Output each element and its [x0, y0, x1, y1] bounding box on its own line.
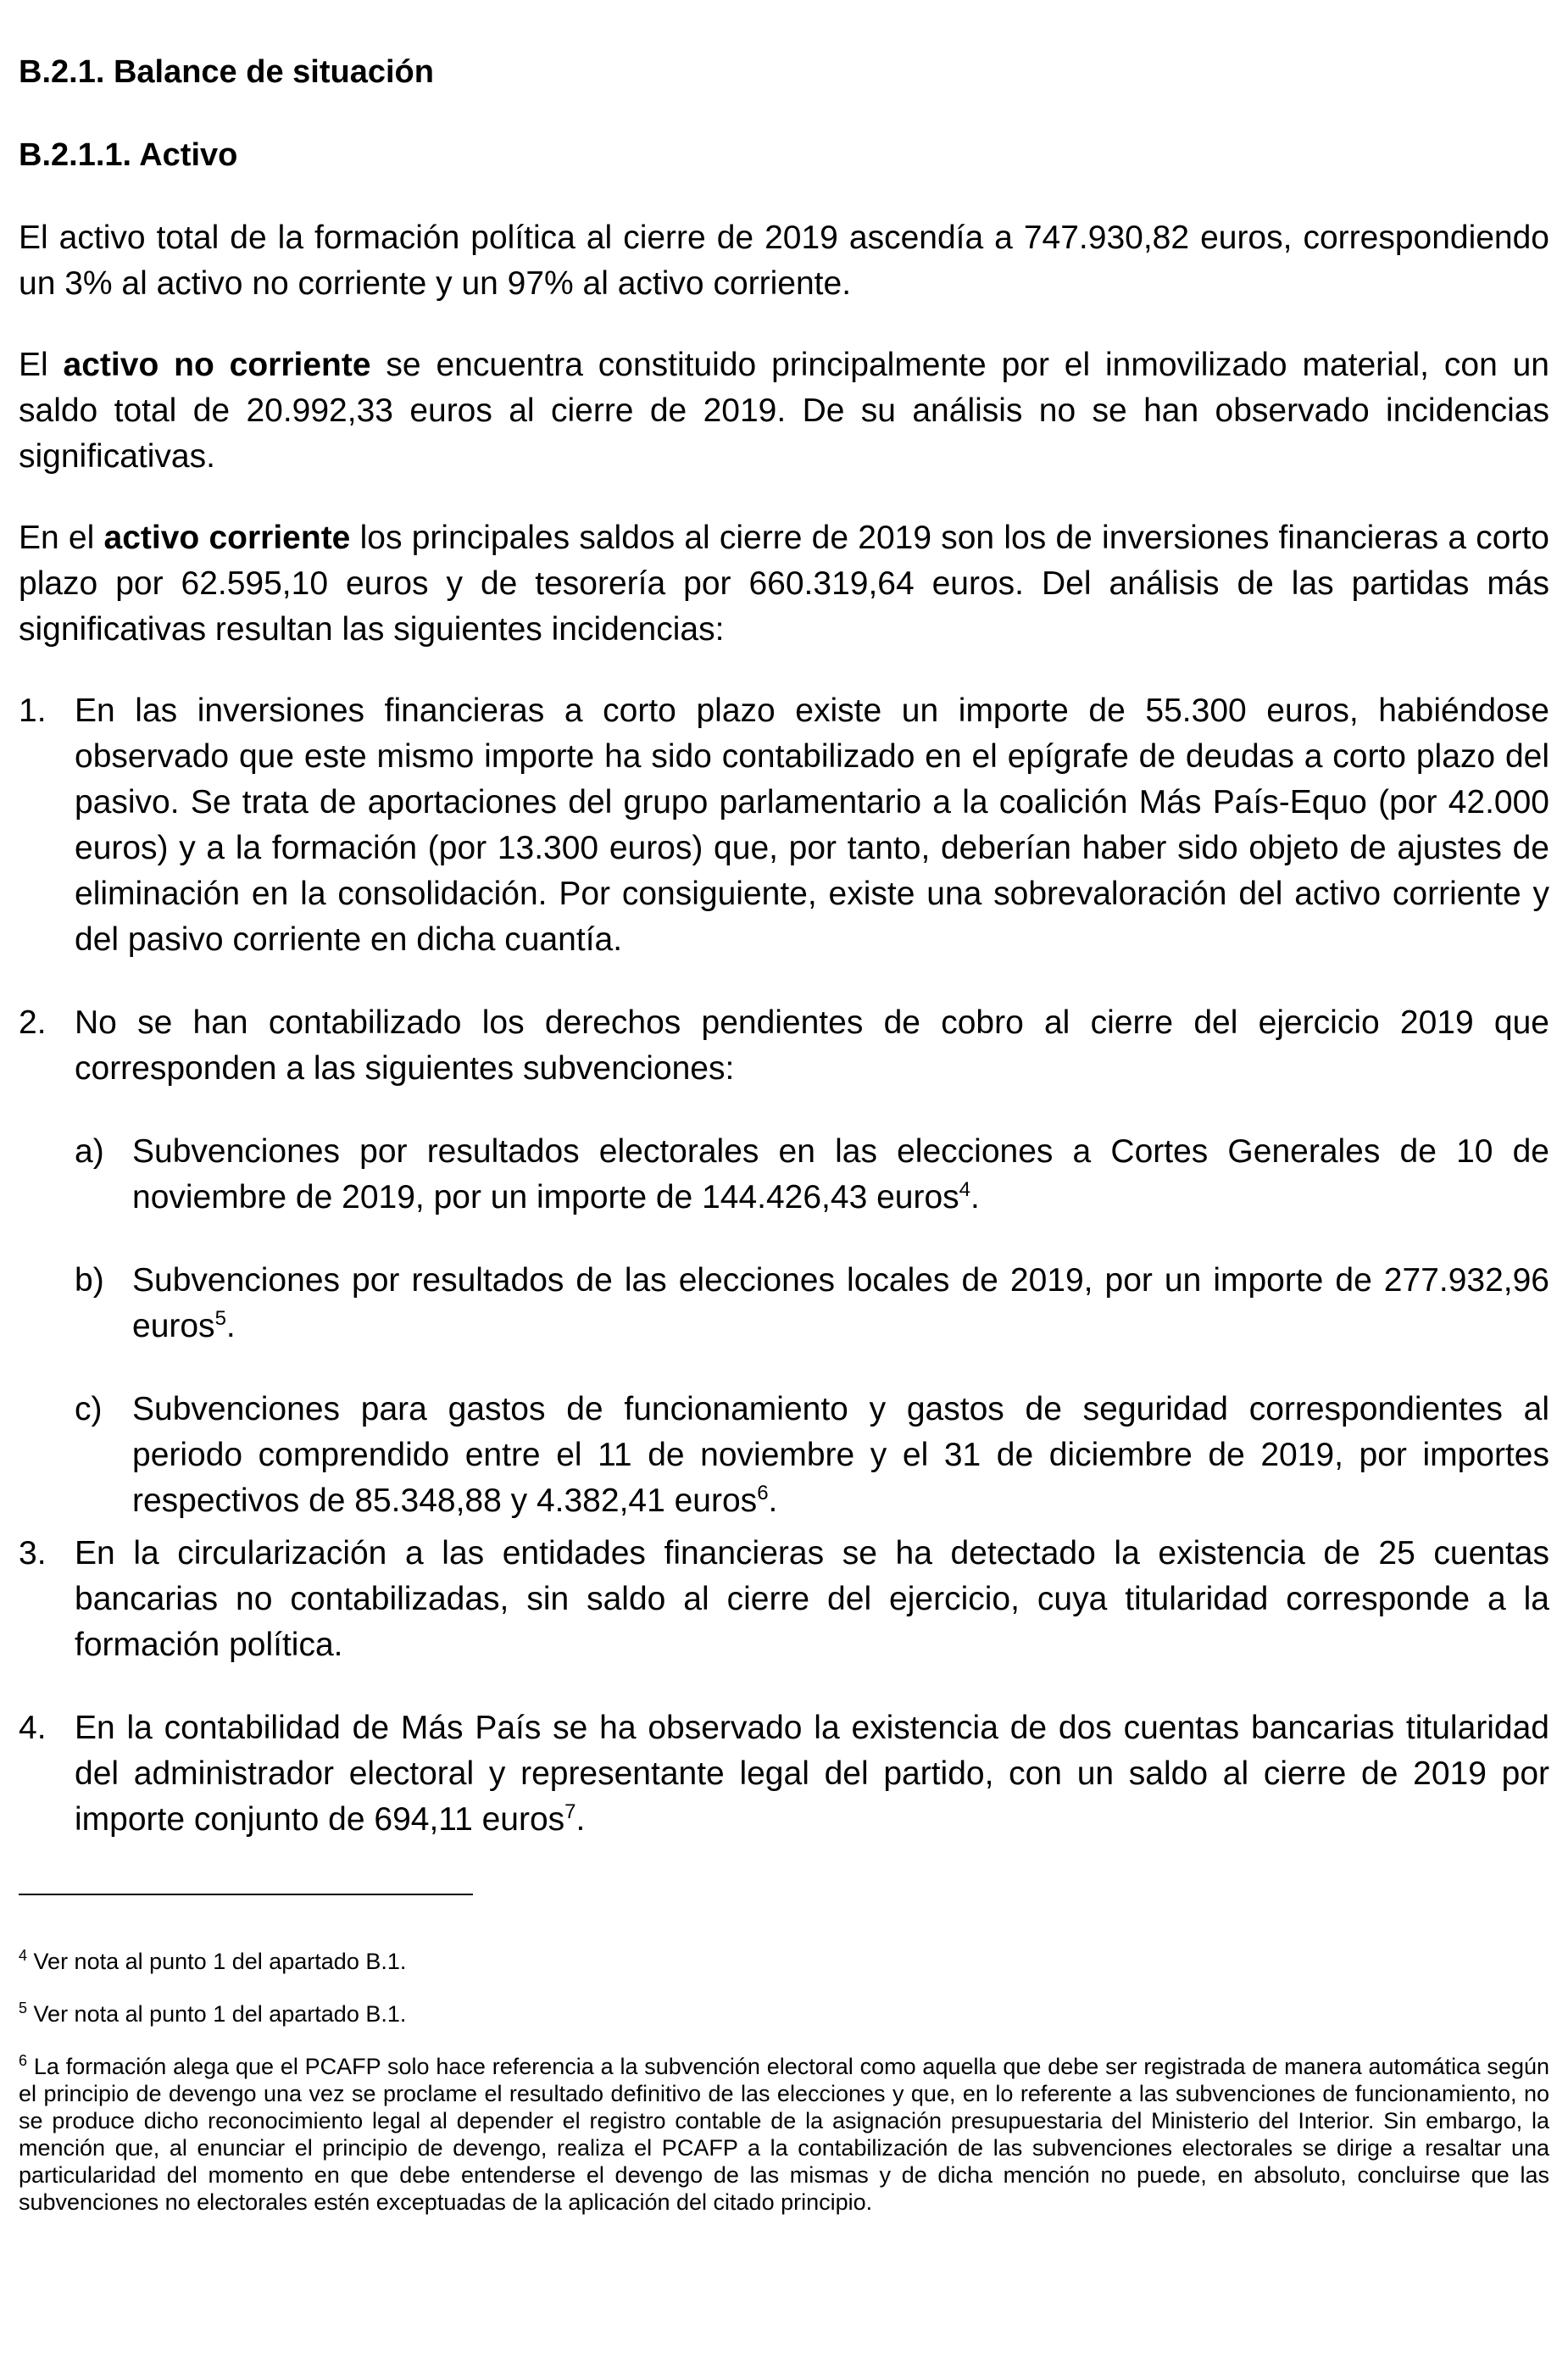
footnote-mark: 5 [19, 2000, 28, 2016]
paragraph-total-assets: El activo total de la formación política al cierre de 2019 ascendía a 747.930,82 euros, correspondiendo un 3% al activo no corriente y un 97% al activo corriente. [19, 220, 1549, 302]
punctuation: . [768, 1482, 778, 1519]
list-number: 3. [19, 1535, 47, 1571]
sublist-item [19, 1129, 1549, 1221]
list-item [19, 688, 1549, 963]
footnote-mark: 4 [19, 1947, 28, 1964]
footnote [19, 2053, 1549, 2216]
text-run: los principales saldos al cierre de 2019 son los de inversiones financieras a corto plazo por 62.595,10 euros y de tesorería por 660.319,64 euros. Del análisis de las partidas más significativas resultan las siguientes incidencias: [19, 520, 1549, 648]
incidents-list [19, 688, 1549, 1843]
footnote-ref: 7 [564, 1800, 576, 1823]
sublist-letter: a) [75, 1133, 104, 1170]
text-run: se encuentra constituido principalmente por el inmovilizado material, con un saldo total de 20.992,33 euros al cierre de 2019. De su análisis no se han observado incidencias significativas. [19, 347, 1549, 475]
list-item [19, 1531, 1549, 1668]
paragraph-non-current-assets [19, 342, 1549, 480]
punctuation: . [970, 1179, 980, 1215]
footnote-divider [19, 1894, 473, 1895]
bold-term: activo corriente [103, 520, 351, 556]
sublist-item [19, 1387, 1549, 1524]
list-number: 2. [19, 1004, 47, 1041]
footnote-ref: 5 [214, 1307, 226, 1330]
footnote [19, 2000, 1549, 2028]
sublist-item [19, 1258, 1549, 1349]
list-item-text: En la circularización a las entidades financieras se ha detectado la existencia de 25 cuentas bancarias no contabilizadas, sin saldo al cierre del ejercicio, cuya titularidad corresponde a la formación política. [75, 1535, 1549, 1663]
sublist [19, 1129, 1549, 1524]
sublist-item-text: Subvenciones para gastos de funcionamiento y gastos de seguridad correspondientes al periodo comprendido entre el 11 de noviembre y el 31 de diciembre de 2019, por importes respectivos de 85.348,88 y 4.382,41 euros [132, 1391, 1549, 1519]
footnote-text: La formación alega que el PCAFP solo hace referencia a la subvención electoral como aquella que debe ser registrada de manera automática según el principio de devengo una vez se proclame el resultado definitivo de las elecciones y que, en lo referente a las subvenciones de funcionamiento, no se produce dicho reconocimiento legal al depender el registro contable de la asignación presupuestaria del Ministerio del Interior. Sin embargo, la mención que, al enunciar el principio de devengo, realiza el PCAFP a la contabilización de las subvenciones electorales se dirige a resaltar una particularidad del momento en que debe entenderse el devengo de las mismas y de dicha mención no puede, en absoluto, concluirse que las subvenciones no electorales estén exceptuadas de la aplicación del citado principio. [19, 2054, 1549, 2215]
sublist-item-text: Subvenciones por resultados electorales en las elecciones a Cortes Generales de 10 de noviembre de 2019, por un importe de 144.426,43 euros [132, 1133, 1549, 1215]
list-item-text: En la contabilidad de Más País se ha observado la existencia de dos cuentas bancarias titularidad del administrador electoral y representante legal del partido, con un saldo al cierre de 2019 por importe conjunto de 694,11 euros [75, 1710, 1549, 1838]
footnote-text: Ver nota al punto 1 del apartado B.1. [33, 1949, 407, 1974]
paragraph-current-assets [19, 515, 1549, 653]
sublist-item-text: Subvenciones por resultados de las elecciones locales de 2019, por un importe de 277.932,96 euros [132, 1262, 1549, 1344]
punctuation: . [575, 1801, 586, 1838]
list-number: 4. [19, 1710, 47, 1746]
footnote-ref: 4 [959, 1178, 971, 1201]
sublist-letter: c) [75, 1391, 103, 1427]
list-number: 1. [19, 693, 47, 729]
footnote [19, 1948, 1549, 1975]
footnote-ref: 6 [757, 1482, 769, 1505]
footnote-text: Ver nota al punto 1 del apartado B.1. [33, 2001, 407, 2027]
subsection-heading: B.2.1.1. Activo [19, 137, 238, 173]
footnote-mark: 6 [19, 2052, 28, 2069]
footnotes [19, 1948, 1549, 2216]
document-page [19, 53, 1549, 2241]
list-item-text: No se han contabilizado los derechos pendientes de cobro al cierre del ejercicio 2019 que corresponden a las siguientes subvenciones: [75, 1004, 1549, 1087]
punctuation: . [225, 1308, 236, 1344]
bold-term: activo no corriente [63, 347, 371, 383]
sublist-letter: b) [75, 1262, 104, 1299]
text-run: El [19, 347, 64, 383]
list-item [19, 1000, 1549, 1092]
list-item-text: En las inversiones financieras a corto plazo existe un importe de 55.300 euros, habiéndose observado que este mismo importe ha sido contabilizado en el epígrafe de deudas a corto plazo del pasivo. Se trata de aportaciones del grupo parlamentario a la coalición Más País-Equo (por 42.000 euros) y a la formación (por 13.300 euros) que, por tanto, deberían haber sido objeto de ajustes de eliminación en la consolidación. Por consiguiente, existe una sobrevaloración del activo corriente y del pasivo corriente en dicha cuantía. [75, 693, 1549, 958]
section-heading: B.2.1. Balance de situación [19, 54, 434, 90]
list-item [19, 1705, 1549, 1843]
text-run: En el [19, 520, 104, 556]
